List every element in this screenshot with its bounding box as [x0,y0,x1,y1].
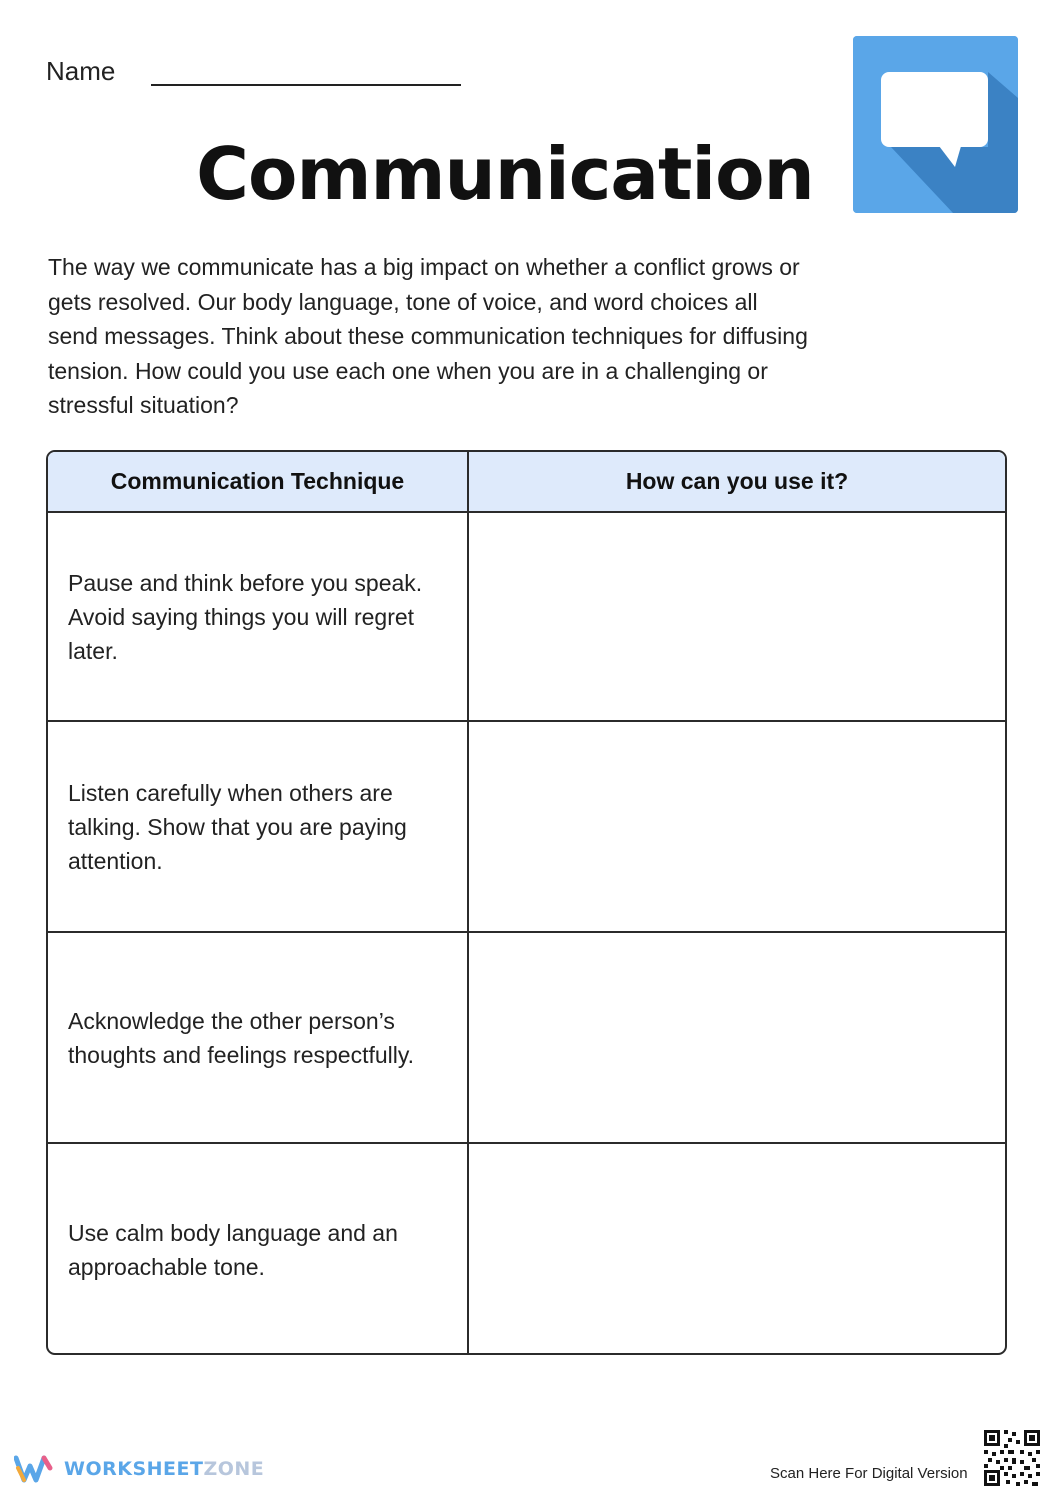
qr-code-icon[interactable] [982,1428,1042,1488]
column-header-technique: Communication Technique [48,452,469,511]
intro-paragraph: The way we communicate has a big impact on whether a conflict grows or gets resolved. Our body language, tone of voice, and word choices all send messages. Think about these communication techniques for diffusing tension. How could you use each one when you are in a challenging or stressful situation? [48,254,808,418]
technique-cell: Pause and think before you speak. Avoid saying things you will regret later. [48,513,469,720]
table-row [48,513,1005,722]
brand-text-part1: WORKSHEET [64,1458,204,1480]
column-header-usage: How can you use it? [625,468,849,494]
name-line[interactable] [151,84,461,86]
scan-caption: Scan Here For Digital Version [770,1465,968,1482]
answer-cell[interactable] [469,933,1005,1142]
answer-cell[interactable] [469,1144,1005,1355]
technique-cell: Use calm body language and an approachable tone. [48,1144,469,1355]
table-row [48,1144,1005,1355]
technique-table [46,450,1007,1355]
answer-cell[interactable] [469,722,1005,931]
worksheetzone-mark-icon [14,1454,58,1484]
worksheetzone-logo[interactable] [14,1454,264,1484]
table-row [48,722,1005,933]
speech-bubble-icon [853,36,1018,213]
page-title: Communication [196,132,814,216]
name-label: Name [46,56,116,86]
technique-cell: Acknowledge the other person’s thoughts and feelings respectfully. [48,933,469,1142]
answer-cell[interactable] [469,513,1005,720]
table-row [48,933,1005,1144]
table-header-row [48,452,1005,513]
technique-cell: Listen carefully when others are talking. Show that you are paying attention. [48,722,469,931]
brand-text-part2: ZONE [203,1458,265,1480]
